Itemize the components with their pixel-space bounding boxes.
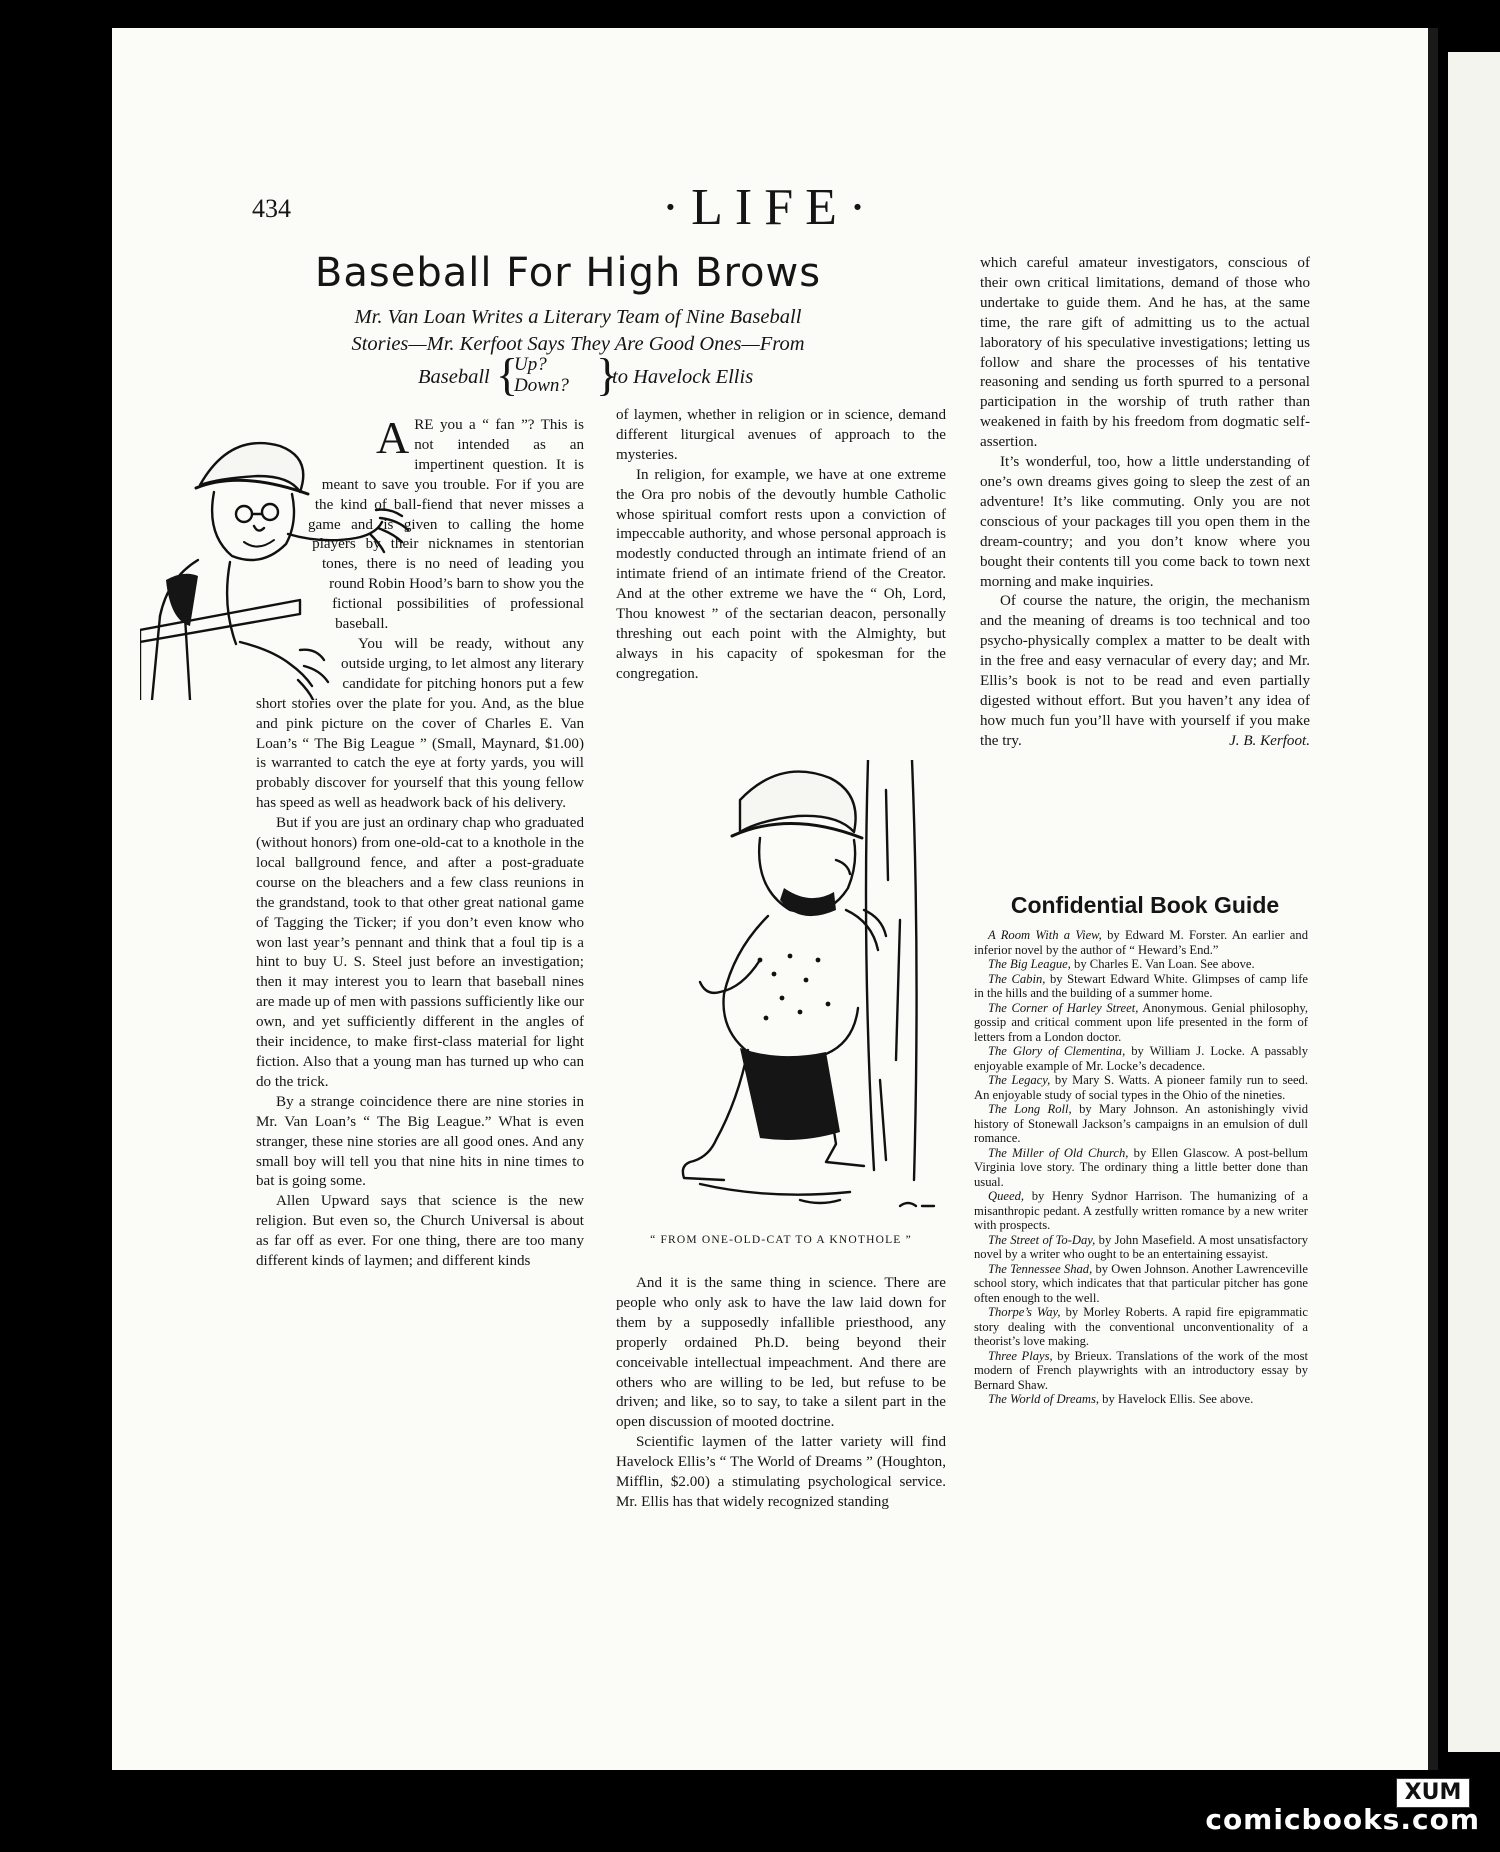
subtitle-line-1: Mr. Van Loan Writes a Literary Team of Nine Baseball bbox=[354, 306, 802, 328]
article-paragraph: It’s wonderful, too, how a little understanding of one’s own dreams gives going to sleep the zest of an adventure! It’s like commuting. Only you are not conscious of your packages till you open them in the dream-country; and you don’t know where you bought their contents till you come back to town next morning and make inquiries. bbox=[980, 454, 1310, 590]
subtitle-havelock-ellis: to Havelock Ellis bbox=[612, 366, 754, 388]
article-column-3 bbox=[980, 254, 1310, 752]
page-gutter bbox=[1428, 28, 1438, 1770]
article-paragraph: You will be ready, without any outside urging, to let almost any literary candidate for pitching honors put a few short stories over the plate for you. And, as the blue and pink picture on the cover of Charles E. Van Loan’s “ The Big League ” (Small, Maynard, $1.00) is warranted to catch the eye at forty yards, you will probably discover for yourself that this young fellow has speed as well as headwork back of his delivery. bbox=[256, 635, 584, 812]
subtitle-baseball: Baseball bbox=[418, 366, 490, 388]
book-guide-entry: Queed, by Henry Sydnor Harrison. The humanizing of a misanthropic pedant. A zestfully written romance by a new writer with prospects. bbox=[974, 1189, 1308, 1232]
close-brace: } bbox=[596, 349, 619, 400]
up-down-stack bbox=[514, 354, 569, 396]
book-guide-entry: The Long Roll, by Mary Johnson. An astonishingly vivid history of Stonewall Jackson’s campaigns in an emulsion of dull romance. bbox=[974, 1102, 1309, 1145]
illustration-caption: “ FROM ONE-OLD-CAT TO A KNOTHOLE ” bbox=[650, 1234, 912, 1246]
article-subtitle bbox=[258, 304, 898, 358]
masthead-life: ·LIFE· bbox=[661, 179, 879, 236]
adjacent-page-edge bbox=[1448, 52, 1500, 1752]
book-guide-entry: The Glory of Clementina, by William J. Locke. A passably enjoyable example of Mr. Locke’s decadence. bbox=[974, 1044, 1308, 1073]
author-signature: J. B. Kerfoot. bbox=[1229, 732, 1310, 749]
book-guide-entry: The Big League, by Charles E. Van Loan. See above. bbox=[988, 957, 1255, 971]
book-guide-entry: Thorpe’s Way, by Morley Roberts. A rapid fire epigrammatic story dealing with the conventional unconventionality of a theorist’s love making. bbox=[974, 1305, 1308, 1348]
boy-at-knothole-illustration bbox=[650, 760, 950, 1220]
article-paragraph: ARE you a “ fan ”? This is not intended as an impertinent question. It is meant to save you trouble. For if you are the kind of ball-fiend that never misses a game and is given to calling the home players by their nicknames in stentorian tones, there is no need of leading you round Robin Hood’s barn to show you the fictional possibilities of professional baseball. bbox=[307, 412, 584, 633]
article-column-2-top bbox=[616, 406, 946, 685]
book-guide-entry: The Miller of Old Church, by Ellen Glascow. A post-bellum Virginia love story. The ordinary thing a little better done than usual. bbox=[974, 1145, 1308, 1189]
book-guide-title: Confidential Book Guide bbox=[1010, 892, 1280, 918]
book-guide-entry: The Tennessee Shad, by Owen Johnson. Another Lawrenceville school story, which indicates that that particular pitcher has gone often enough to the well. bbox=[974, 1261, 1308, 1305]
open-brace: { bbox=[496, 349, 519, 400]
book-guide-entry: The Cabin, by Stewart Edward White. Glimpses of camp life in the hills and the building of a summer home. bbox=[974, 971, 1308, 1000]
dropcap-letter: A bbox=[376, 412, 410, 463]
book-guide-entry: The Street of To-Day, by John Masefield. A most unsatisfactory novel by a writer who ought to be an entertaining essayist. bbox=[974, 1232, 1309, 1261]
brace-down: Down? bbox=[514, 375, 569, 396]
book-guide-entry: A Room With a View, by Edward M. Forster. An earlier and inferior novel by the author of “ Heward’s End.” bbox=[974, 928, 1308, 957]
book-guide-entry: The Corner of Harley Street, Anonymous. Genial philosophy, gossip and critical comment upon life presented in the form of letters from a London doctor. bbox=[974, 1000, 1308, 1044]
page-number: 434 bbox=[252, 194, 291, 223]
article-title: Baseball For High Brows bbox=[314, 250, 822, 296]
article-paragraph: Scientific laymen of the latter variety will find Havelock Ellis’s “ The World of Dreams ” (Houghton, Mifflin, $2.00) a stimulating psychological service. Mr. Ellis has that widely recognized standing bbox=[616, 1434, 946, 1510]
article-paragraph: of laymen, whether in religion or in science, demand different liturgical avenues of approach to the mysteries. bbox=[616, 407, 946, 463]
article-paragraph: Of course the nature, the origin, the mechanism and the meaning of dreams is too technical and too psycho-physically complex a matter to be dealt with in the free and easy vernacular of every day; and Mr. Ellis’s book is not to be read and even partially digested without effort. But you haven’t any idea of how much fun you’ll have with yourself if you make the try. J. B. Kerfoot. bbox=[980, 592, 1310, 751]
book-guide-entry: The World of Dreams, by Havelock Ellis. See above. bbox=[988, 1392, 1254, 1406]
brace-up: Up? bbox=[514, 354, 547, 375]
article-column-2-bottom bbox=[616, 1274, 946, 1513]
xum-tag: XUM bbox=[1396, 1778, 1470, 1808]
article-paragraph: By a strange coincidence there are nine stories in Mr. Van Loan’s “ The Big League.” What is even stranger, these nine stories are all good ones. And any small boy will tell you that nine hits in nine times to bat is going some. bbox=[256, 1093, 584, 1190]
subtitle-brace-line bbox=[300, 349, 860, 400]
article-paragraph: But if you are just an ordinary chap who graduated (without honors) from one-old-cat to a knothole in the local ballground fence, and after a post-graduate course on the bleachers and a few class reunions in the grandstand, took to that other great national game of Tagging the Ticker; if you don’t even know who won last year’s pennant and think that a foul tip is a hint to buy U. S. Steel just before an investigation; then it may interest you to learn that baseball nines are made up of men with passions sufficiently like our own, and yet sufficiently different in the angles of their incidence, to make first-class material for light fiction. Also that a young man has turned up who can do the trick. bbox=[256, 815, 584, 1090]
article-paragraph: Allen Upward says that science is the new religion. But even so, the Church Universal is about as far off as ever. For one thing, there are too many different kinds of laymen; and different kinds bbox=[256, 1193, 584, 1270]
article-paragraph: In religion, for example, we have at one extreme the Ora pro nobis of the devoutly humble Catholic whose spiritual comfort rests upon a conviction of impeccable authority, and whose personal approach is modestly conducted through an intimate friend of an intimate friend of an intimate friend of the Creator. And at the other extreme we have the “ Oh, Lord, Thou knowest ” of the sectarian deacon, personally threshing out each point with the Almighty, but always in his capacity of spokesman for the congregation. bbox=[616, 466, 946, 682]
article-paragraph: And it is the same thing in science. There are people who only ask to have the law laid down for them by a supposedly infallible priesthood, any properly ordained Ph.D. being beyond their conceivable intellectual impeachment. And there are others who are willing to be led, but refuse to be driven; and like, so to say, to take a silent part in the open discussion of mooted doctrine. bbox=[616, 1275, 946, 1431]
subtitle-line-2: Stories—Mr. Kerfoot Says They Are Good Ones—From bbox=[351, 333, 805, 355]
book-guide-list bbox=[974, 928, 1308, 1407]
book-guide-entry: The Legacy, by Mary S. Watts. A pioneer family run to seed. An enjoyable study of social types in the Ohio of the nineties. bbox=[974, 1073, 1309, 1102]
site-watermark: comicbooks.com bbox=[1205, 1803, 1480, 1836]
book-guide-entry: Three Plays, by Brieux. Translations of the work of the most modern of French playwrights with an introductory essay by Bernard Shaw. bbox=[974, 1348, 1308, 1392]
article-paragraph: which careful amateur investigators, conscious of their own critical limitations, demand of those who undertake to guide them. And he has, at the same time, the rare gift of admitting us to the actual laboratory of his speculative investigations; letting us follow and share the processes of his tentative reasoning and sending us forth spurred to a personal participation in the worship of truth rather than weakened in faith by his freedom from dogmatic self-assertion. bbox=[980, 255, 1310, 451]
article-column-1 bbox=[256, 412, 584, 1272]
